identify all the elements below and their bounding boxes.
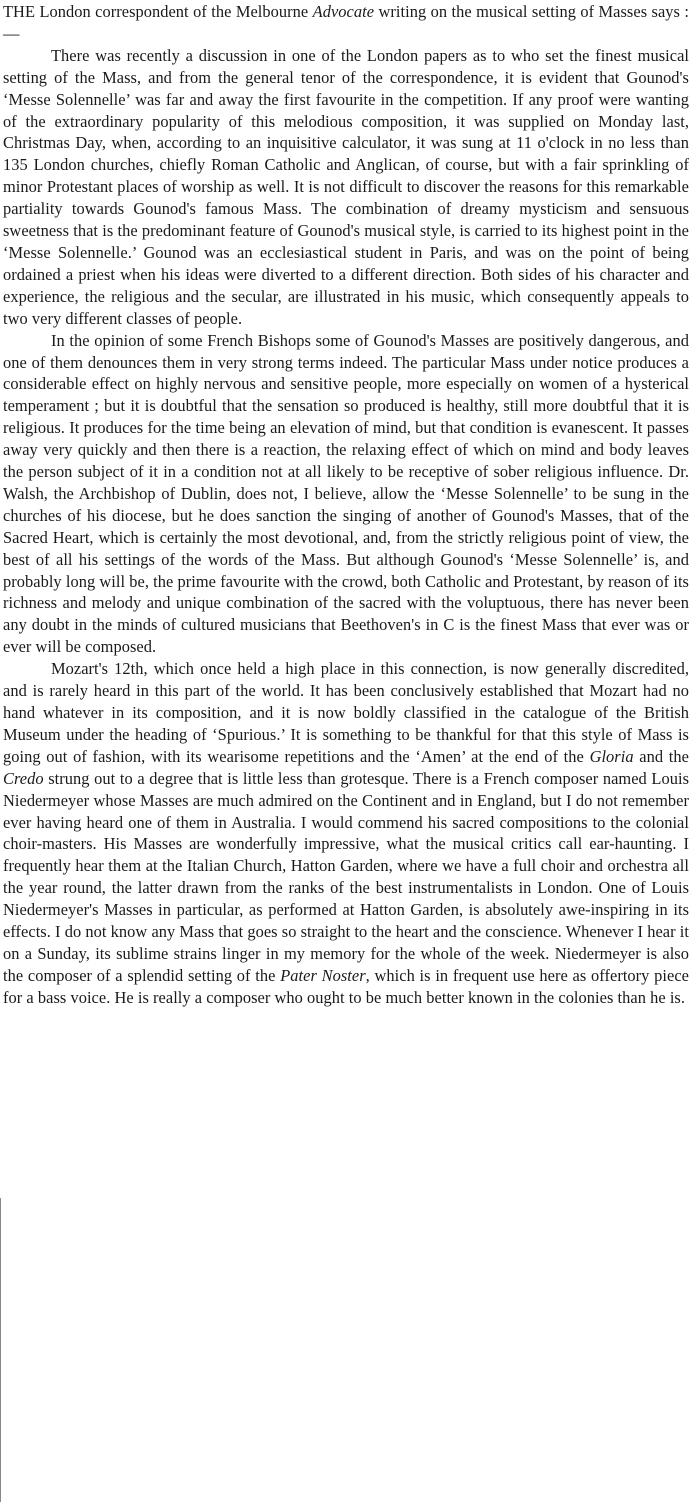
body-text: writing on the musical setting of Masses says :— — [3, 2, 690, 43]
article-paragraph-3 — [3, 658, 689, 1009]
italic-text: Advocate — [312, 2, 375, 21]
body-text: and the — [633, 746, 689, 766]
italic-text: Pater Noster — [280, 965, 366, 985]
body-text: , which is in frequent use here as offertory piece for a bass voice. He is really a composer who ought to be much better known in the colonies than he is. — [3, 965, 689, 1007]
italic-text: Credo — [3, 768, 44, 788]
body-text: strung out to a degree that is little less than grotesque. There is a French composer named Louis Niedermeyer whose Masses are much admired on the Continent and in England, but I do not remember ever having heard one of them in Australia. I would commend his sacred compositions to the colonial choir-masters. His Masses are wonderfully impressive, what the musical critics call ear-haunting. I frequently hear them at the Italian Church, Hatton Garden, where we have a full choir and orchestra all the year round, the latter drawn from the ranks of the best instrumentalists in London. One of Louis Niedermeyer's Masses in particular, as performed at Hatton Garden, is absolutely awe-inspiring in its effects. I do not know any Mass that goes so straight to the heart and the conscience. Whenever I hear it on a Sunday, its sublime strains linger in my memory for the whole of the week. Niedermeyer is also the composer of a splendid setting of the — [3, 768, 689, 985]
body-text: Mozart's 12th, which once held a high place in this connection, is now generally discredited, and is rarely heard in this part of the world. It has been conclusively established that Mozart had no hand whatever in its composition, and it is now boldly classified in the catalogue of the British Museum under the heading of ‘Spurious.’ It is something to be thankful for that this style of Mass is going out of fashion, with its wearisome repetitions and the ‘Amen’ at the end of the — [3, 659, 689, 766]
body-text: THE London correspondent of the Melbourne — [3, 2, 313, 21]
newspaper-column — [3, 1, 689, 1009]
intro-paragraph — [3, 1, 689, 45]
article-paragraph-1 — [3, 45, 689, 330]
column-rule — [0, 1198, 1, 1502]
italic-text: Gloria — [589, 746, 634, 766]
body-text: In the opinion of some French Bishops some of Gounod's Masses are positively dangerous, and one of them denounces them in very strong terms indeed. The particular Mass under notice produces a considerable effect on highly nervous and sensitive people, more especially on women of a hysterical temperament ; but it is doubtful that the sensation so produced is healthy, still more doubtful that it is religious. It produces for the time being an elevation of mind, but that condition is evanescent. It passes away very quickly and then there is a reaction, the relaxing effect of which on mind and body leaves the person subject of it in a condition not at all likely to be receptive of sober religious influence. Dr. Walsh, the Archbishop of Dublin, does not, I believe, allow the ‘Messe Solennelle’ to be sung in the churches of his diocese, but he does sanction the singing of another of Gounod's Masses, that of the Sacred Heart, which is certainly the most devotional, and, from the strictly religious point of view, the best of all his settings of the words of the Mass. But although Gounod's ‘Messe Solennelle’ is, and probably long will be, the prime favourite with the crowd, both Catholic and Protestant, by reason of its richness and melody and unique combination of the sacred with the voluptuous, there has never been any doubt in the minds of cultured musicians that Beethoven's in C is the finest Mass that ever was or ever will be composed. — [3, 330, 689, 657]
body-text: There was recently a discussion in one of the London papers as to who set the finest musical setting of the Mass, and from the general tenor of the correspondence, it is evident that Gounod's ‘Messe Solennelle’ was far and away the first favourite in the competition. If any proof were wanting of the extraordinary popularity of this melodious composition, it was supplied on Monday last, Christmas Day, when, according to an inquisitive calculator, it was sung at 11 o'clock in no less than 135 London churches, chiefly Roman Catholic and Anglican, of course, but with a fair sprinkling of minor Protestant places of worship as well. It is not difficult to discover the reasons for this remarkable partiality towards Gounod's famous Mass. The combination of dreamy mysticism and sensuous sweetness that is the predominant feature of Gounod's musical style, is carried to its highest point in the ‘Messe Solennelle.’ Gounod was an ecclesiastical student in Paris, and was on the point of being ordained a priest when his ideas were diverted to a different direction. Both sides of his character and experience, the religious and the secular, are illustrated in his music, which consequently appeals to two very different classes of people. — [3, 45, 689, 328]
article-paragraph-2 — [3, 330, 689, 659]
